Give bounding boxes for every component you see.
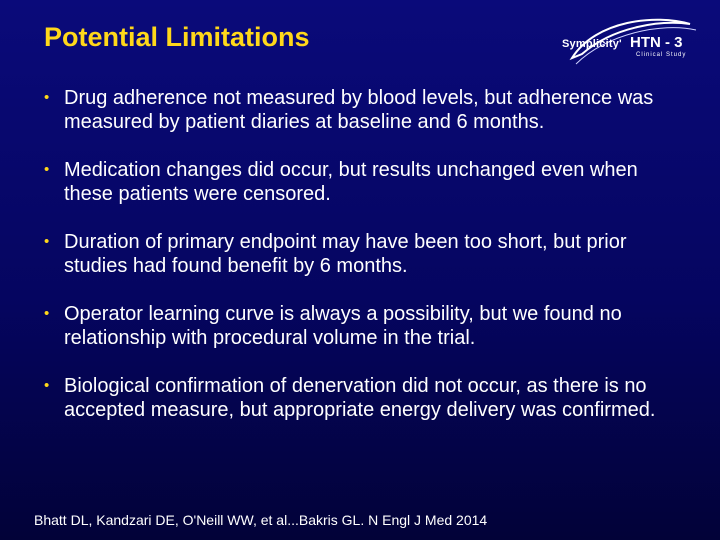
logo-code: HTN - 3 xyxy=(630,34,683,51)
bullet-item xyxy=(42,302,682,350)
slide-title: Potential Limitations xyxy=(44,22,310,52)
bullet-text: Medication changes did occur, but results unchanged even when these patients were censored. xyxy=(64,159,638,205)
logo xyxy=(556,14,698,70)
bullet-list xyxy=(42,86,682,446)
bullet-item xyxy=(42,158,682,206)
bullet-item xyxy=(42,230,682,278)
bullet-text: Biological confirmation of denervation did not occur, as there is no accepted measure, but appropriate energy delivery was confirmed. xyxy=(64,375,656,421)
bullet-marker: • xyxy=(44,233,50,250)
bullet-item xyxy=(42,374,682,422)
citation: Bhatt DL, Kandzari DE, O'Neill WW, et al...Bakris GL. N Engl J Med 2014 xyxy=(34,512,488,528)
bullet-marker: • xyxy=(44,161,50,178)
logo-brand: Symplicity' xyxy=(562,38,622,50)
bullet-text: Operator learning curve is always a possibility, but we found no relationship with procedural volume in the trial. xyxy=(64,303,622,349)
bullet-text: Drug adherence not measured by blood levels, but adherence was measured by patient diaries at baseline and 6 months. xyxy=(64,87,654,133)
bullet-item xyxy=(42,86,682,134)
logo-subtitle: Clinical Study xyxy=(636,52,687,58)
bullet-text: Duration of primary endpoint may have been too short, but prior studies had found benefit by 6 months. xyxy=(64,231,627,277)
bullet-marker: • xyxy=(44,305,50,322)
bullet-marker: • xyxy=(44,377,50,394)
bullet-marker: • xyxy=(44,89,50,106)
